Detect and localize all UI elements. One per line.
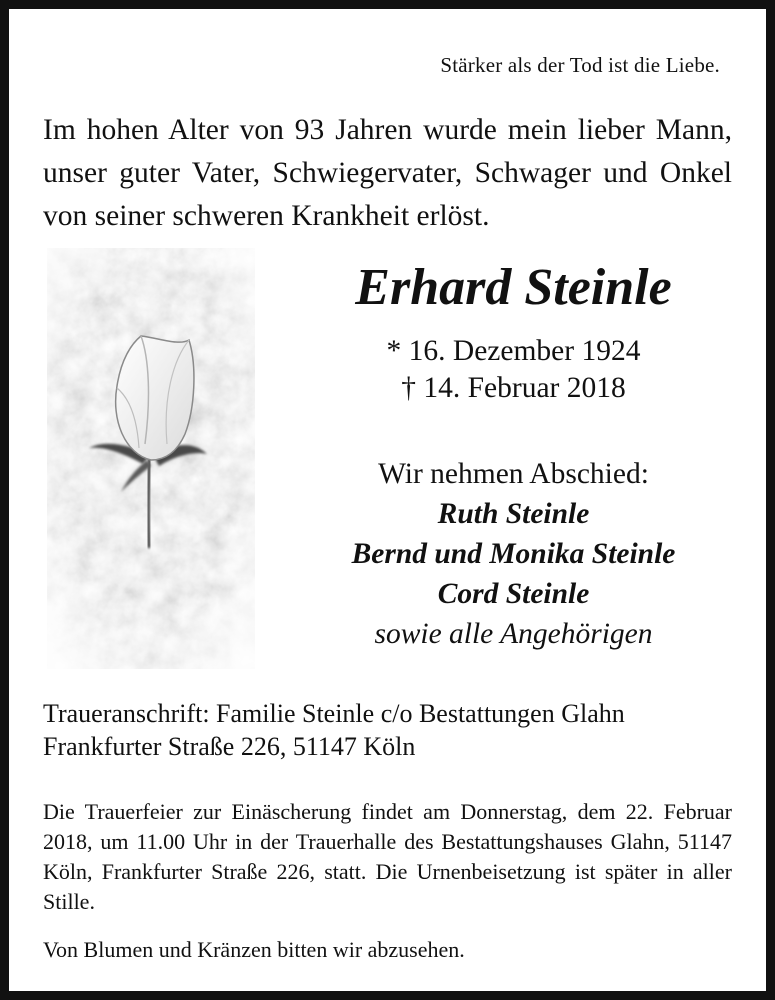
address-line-2: Frankfurter Straße 226, 51147 Köln: [43, 732, 416, 761]
flowers-note: Von Blumen und Kränzen bitten wir abzusehen.: [43, 937, 465, 962]
birth-date: * 16. Dezember 1924: [386, 335, 641, 367]
deceased-name: Erhard Steinle: [355, 259, 672, 316]
mourner-name: Ruth Steinle: [437, 498, 590, 530]
death-date: † 14. Februar 2018: [401, 372, 626, 404]
mourner-name: Cord Steinle: [437, 578, 590, 610]
mourners-block: [261, 454, 766, 654]
ceremony-text: Die Trauerfeier zur Einäscherung findet am Donnerstag, dem 22. Februar 2018, um 11.00 Uhr in der Trauerhalle des Bestattungshauses Glahn, 51147 Köln, Frankfurter Straße 226, statt. Die Urnenbeisetzung ist später in aller Stille.: [43, 799, 732, 914]
mourners-heading: Wir nehmen Abschied:: [378, 458, 649, 490]
address-line-1: Traueranschrift: Familie Steinle c/o Bestattungen Glahn: [43, 699, 625, 728]
intro-text: Im hohen Alter von 93 Jahren wurde mein lieber Mann, unser guter Vater, Schwiegervater, Schwager und Onkel von seiner schweren Krankheit erlöst.: [43, 114, 732, 232]
life-dates: [261, 333, 766, 407]
mourner-name: Bernd und Monika Steinle: [351, 538, 676, 570]
mourning-address: [43, 697, 732, 763]
rose-icon: [47, 248, 255, 669]
mourners-closing: sowie alle Angehörigen: [374, 618, 653, 650]
motto: Stärker als der Tod ist die Liebe.: [440, 53, 720, 77]
